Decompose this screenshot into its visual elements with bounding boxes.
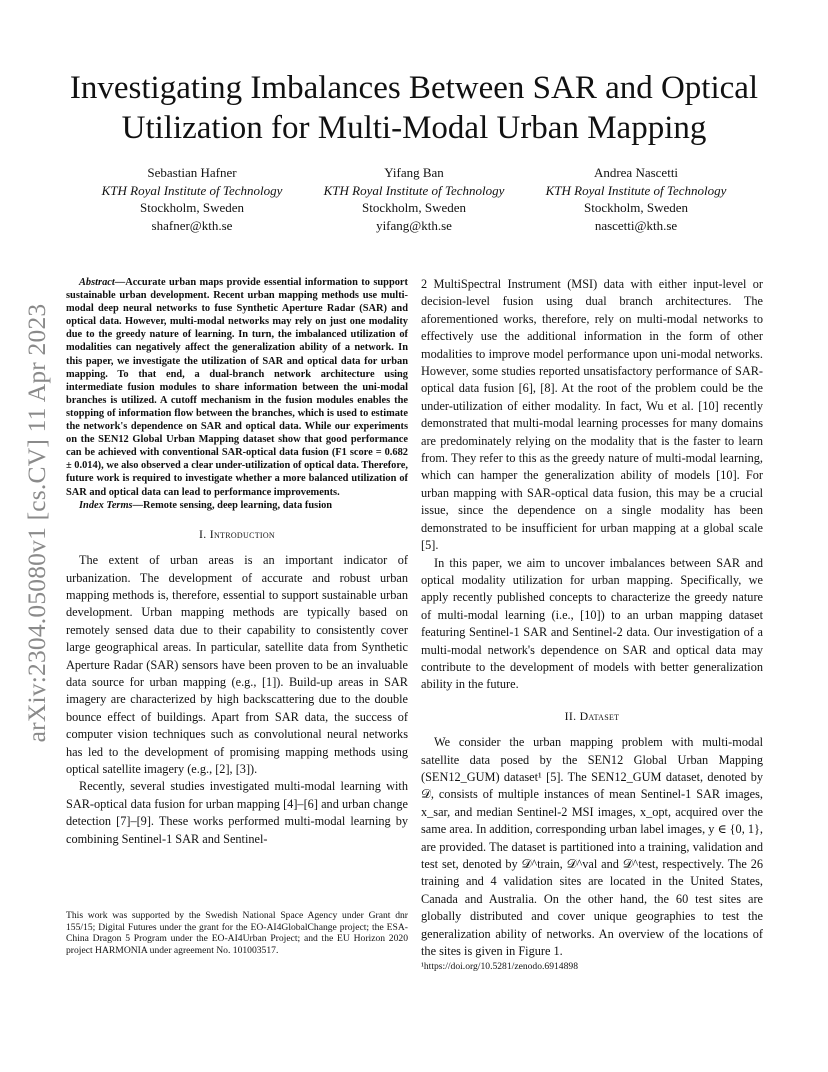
index-terms-text: —Remote sensing, deep learning, data fusion [132,499,333,511]
right-column [421,276,763,960]
arxiv-identifier [22,285,52,760]
author-email: shafner@kth.se [151,217,233,233]
author-affiliation: KTH Royal Institute of Technology [545,182,727,198]
left-column [66,276,408,848]
author-name: Sebastian Hafner [147,165,237,180]
author-block-2 [289,164,539,234]
intro-paragraph-1: The extent of urban areas is an important indicator of urbanization. The development of accurate and robust urban mapping methods is, therefore, essential to support sustainable urban development. Urban mapping methods are typically based on remotely sensed data due to their capability to consistently cover large geographical areas. In particular, satellite data from Synthetic Aperture Radar (SAR) sensors have been proven to be an invaluable data source for urban mapping (e.g., [1]). Build-up areas in SAR imagery are characterized by high backscattering due to the double bounce effect of buildings. Apart from SAR data, the success of computer vision techniques such as convolutional neural networks has led to the development of promising mapping methods using optical satellite imagery (e.g., [2], [3]). [66,553,408,776]
author-name: Andrea Nascetti [593,165,679,180]
title-line-1: Investigating Imbalances Between SAR and Optical [69,70,759,106]
author-city: Stockholm, Sweden [584,200,688,215]
section-heading-introduction: I. Introduction [198,526,276,541]
intro-paragraph-2: Recently, several studies investigated multi-modal learning with SAR-optical data fusion for urban mapping [4]–[6] and urban change detection [7]–[9]. These works performed multi-modal learning by combining Sentinel-1 SAR and Sentinel- [66,779,408,846]
section-heading-dataset: II. Dataset [564,708,620,723]
paper-title [40,68,788,148]
author-block-1 [67,164,317,234]
author-city: Stockholm, Sweden [140,200,244,215]
intro-paragraph-2-continued: 2 MultiSpectral Instrument (MSI) data with either input-level or decision-level fusion using dual branch architectures. The aforementioned works, therefore, rely on multi-modal networks to effectively use the additional information in the form of other modalities to improve model performance upon uni-modal networks. However, some studies reported unsatisfactory performance of SAR-optical data fusion [6], [8]. At the root of the problem could be the under-utilization of either modality. In fact, Wu et al. [10] recently demonstrated that multi-modal learning processes for many domains are predominately relying on the modality that is the faster to learn from. They refer to this as the greedy nature of multi-modal learning, which can hamper the generalization ability of models [10]. For urban mapping with SAR-optical data fusion, this may be a crucial issue, since the dependence on a single modality has been demonstrated to be insufficient for urban mapping at a global scale [5]. [421,277,763,553]
abstract [66,276,408,499]
author-city: Stockholm, Sweden [362,200,466,215]
title-line-2: Utilization for Multi-Modal Urban Mapping [121,110,707,146]
author-email: nascetti@kth.se [594,217,678,233]
index-terms [66,499,408,512]
author-email: yifang@kth.se [376,217,452,233]
dataset-url-footnote: ¹https://doi.org/10.5281/zenodo.6914898 [421,961,578,972]
arxiv-identifier-text: arXiv:2304.05080v1 [cs.CV] 11 Apr 2023 [22,303,51,742]
abstract-text: —Accurate urban maps provide essential information to support sustainable urban development. Recent urban mapping methods use multi-modal deep neural networks to fuse Synthetic Aperture Radar (SAR) and optical data. However, multi-modal networks may rely on just one modality due to the greedy nature of learning. In turn, the imbalanced utilization of modalities can negatively affect the generalization ability of a network. In this paper, we investigate the utilization of SAR and optical data for urban mapping. To that end, a dual-branch network architecture using intermediate fusion modules to share information between the uni-modal branches is utilized. A cutoff mechanism in the fusion modules enables the stopping of information flow between the branches, which is used to estimate the network's dependence on SAR and optical data. While our experiments on the SEN12 Global Urban Mapping dataset show that good performance can be achieved with conventional SAR-optical data fusion (F1 score = 0.682 ± 0.014), we also observed a clear under-utilization of optical data. Therefore, future work is required to investigate whether a more balanced utilization of SAR and optical data can lead to performance improvements. [66,277,408,498]
intro-paragraph-3: In this paper, we aim to uncover imbalances between SAR and optical modality utilization for urban mapping. Specifically, we apply recently published concepts to characterize the greedy nature of multi-modal learning (i.e., [10]) to an urban mapping dataset featuring Sentinel-1 SAR and Sentinel-2 data. Our investigation of a multi-modal network's dependence on SAR and optical data may contribute to the development of models with better generalization ability in the future. [421,555,763,692]
author-affiliation: KTH Royal Institute of Technology [101,182,283,198]
abstract-label: Abstract [79,277,115,288]
dataset-paragraph-1: We consider the urban mapping problem with multi-modal satellite data posed by the SEN12 Global Urban Mapping (SEN12_GUM) dataset¹ [5]. The SEN12_GUM dataset, denoted by 𝒟, consists of multiple instances of mean Sentinel-1 SAR images, x_sar, and median Sentinel-2 MSI images, x_opt, acquired over the same area. In addition, corresponding urban label images, y ∈ {0, 1}, are provided. The dataset is partitioned into a training, validation and test set, denoted by 𝒟^train, 𝒟^val and 𝒟^test, respectively. The 26 training and 4 validation sites are located in the United States, Canada and Australia. On the other hand, the 60 test sites are globally distributed and cover unique geographies to test the generalization ability of networks. An overview of the locations of the sites is given in Figure 1. [421,735,763,959]
index-terms-label: Index Terms [79,499,133,511]
author-name: Yifang Ban [384,165,444,180]
funding-footnote: This work was supported by the Swedish National Space Agency under Grant dnr 155/15; Digital Futures under the grant for the EO-AI4GlobalChange project; the ESA-China Dragon 5 Program under the EO-AI4Urban Project; and the EU Horizon 2020 project HARMONIA under agreement No. 101003517. [66,910,408,956]
author-block-3 [511,164,761,234]
author-affiliation: KTH Royal Institute of Technology [323,182,505,198]
